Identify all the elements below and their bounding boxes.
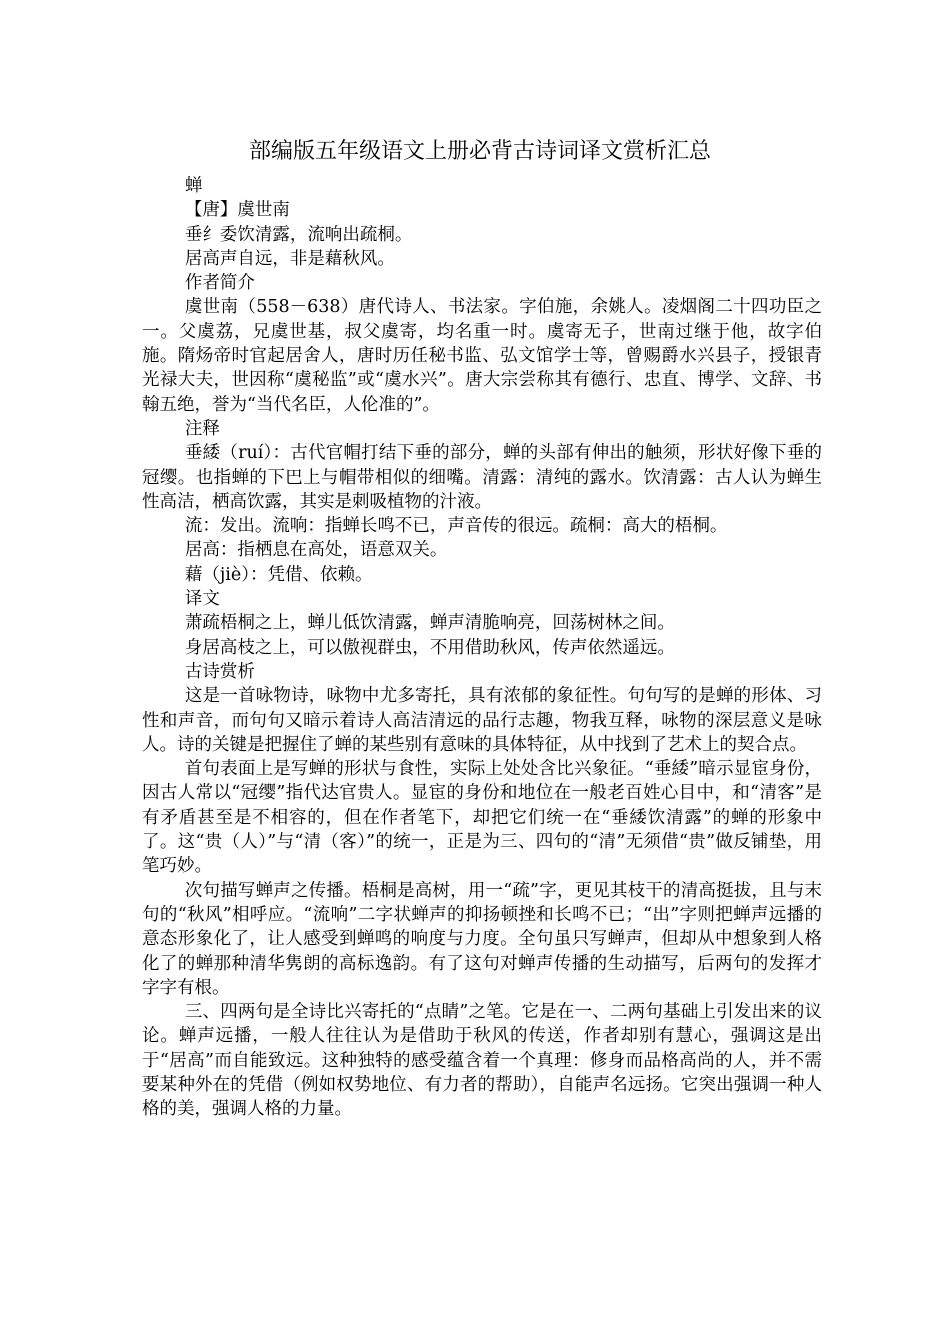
note-item: 藉（jiè）：凭借、依赖。 bbox=[184, 564, 373, 585]
document-title: 部编版五年级语文上册必背古诗词译文赏析汇总 bbox=[248, 139, 711, 164]
note-item: 流：发出。流响：指蝉长鸣不已，声音传的很远。疏桐：高大的梧桐。 bbox=[184, 516, 728, 537]
appreciation-paragraph: 次句描写蝉声之传播。梧桐是高树，用一“疏”字，更见其枝干的清高挺拔，且与末句的“秋风”相呼应。“流响”二字状蝉声的抑扬顿挫和长鸣不已；“出”字则把蝉声远播的意态形象化了，让人感受到蝉鸣的响度与力度。全句虽只写蝉声，但却从中想象到人格化了的蝉那种清华隽朗的高标逸韵。有了这句对蝉声传播的生动描写，后两句的发挥才字字有根。 bbox=[142, 880, 822, 998]
poem-line: 垂纟委饮清露，流响出疏桐。 bbox=[184, 224, 413, 245]
poem-line: 居高声自远，非是藉秋风。 bbox=[184, 248, 395, 269]
translation-heading: 译文 bbox=[184, 589, 220, 610]
appreciation-paragraph: 首句表面上是写蝉的形状与食性，实际上处处含比兴象征。“垂緌”暗示显宦身份，因古人常以“冠缨”指代达官贵人。显宦的身份和地位在一般老百姓心目中，和“清客”是有矛盾甚至是不相容的，但在作者笔下，却把它们统一在“垂緌饮清露”的蝉的形象中了。这“贵（人）”与“清（客）”的统一，正是为三、四句的“清”无须借“贵”做反铺垫，用笔巧妙。 bbox=[142, 759, 822, 877]
appreciation-paragraph: 三、四两句是全诗比兴寄托的“点睛”之笔。它是在一、二两句基础上引发出来的议论。蝉声远播，一般人往往认为是借助于秋风的传送，作者却别有慧心，强调这是出于“居高”而自能致远。这种独特的感受蕴含着一个真理：修身而品格高尚的人，并不需要某种外在的凭借（例如权势地位、有力者的帮助），自能声名远扬。它突出强调一种人格的美，强调人格的力量。 bbox=[142, 1002, 822, 1120]
appreciation-paragraph: 这是一首咏物诗，咏物中尤多寄托，具有浓郁的象征性。句句写的是蝉的形体、习性和声音，而句句又暗示着诗人高洁清远的品行志趣，物我互释，咏物的深层意义是咏人。诗的关键是把握住了蝉的某些别有意味的具体特征，从中找到了艺术上的契合点。 bbox=[142, 686, 822, 755]
author-intro-heading: 作者简介 bbox=[184, 273, 255, 294]
translation-line: 身居高枝之上，可以傲视群虫，不用借助秋风，传声依然遥远。 bbox=[184, 637, 675, 658]
author-intro-text: 虞世南（558－638）唐代诗人、书法家。字伯施，余姚人。凌烟阁二十四功臣之一。父虞荔，兄虞世基，叔父虞寄，均名重一时。虞寄无子，世南过继于他，故字伯施。隋炀帝时官起居舍人，唐时历任秘书监、弘文馆学士等，曾赐爵水兴县子，授银青光禄大夫，世因称“虞秘监”或“虞水兴”。唐大宗尝称其有德行、忠直、博学、文辞、书翰五绝，誉为“当代名臣，人伦准的”。 bbox=[142, 297, 822, 415]
poem-author: 【唐】虞世南 bbox=[184, 200, 290, 221]
notes-heading: 注释 bbox=[184, 418, 220, 439]
appreciation-heading: 古诗赏析 bbox=[184, 661, 255, 682]
poem-title: 蝉 bbox=[184, 176, 203, 196]
translation-line: 萧疏梧桐之上，蝉儿低饮清露，蝉声清脆响亮，回荡树林之间。 bbox=[184, 613, 675, 634]
note-item: 居高：指栖息在高处，语意双关。 bbox=[184, 540, 448, 561]
note-item: 垂緌（ruí）：古代官帽打结下垂的部分，蝉的头部有伸出的触须，形状好像下垂的冠缨。也指蝉的下巴上与帽带相似的细嘴。清露：清纯的露水。饮清露：古人认为蝉生性高洁，栖高饮露，其实是刺吸植物的汁液。 bbox=[142, 443, 822, 512]
document-body bbox=[142, 174, 822, 1122]
